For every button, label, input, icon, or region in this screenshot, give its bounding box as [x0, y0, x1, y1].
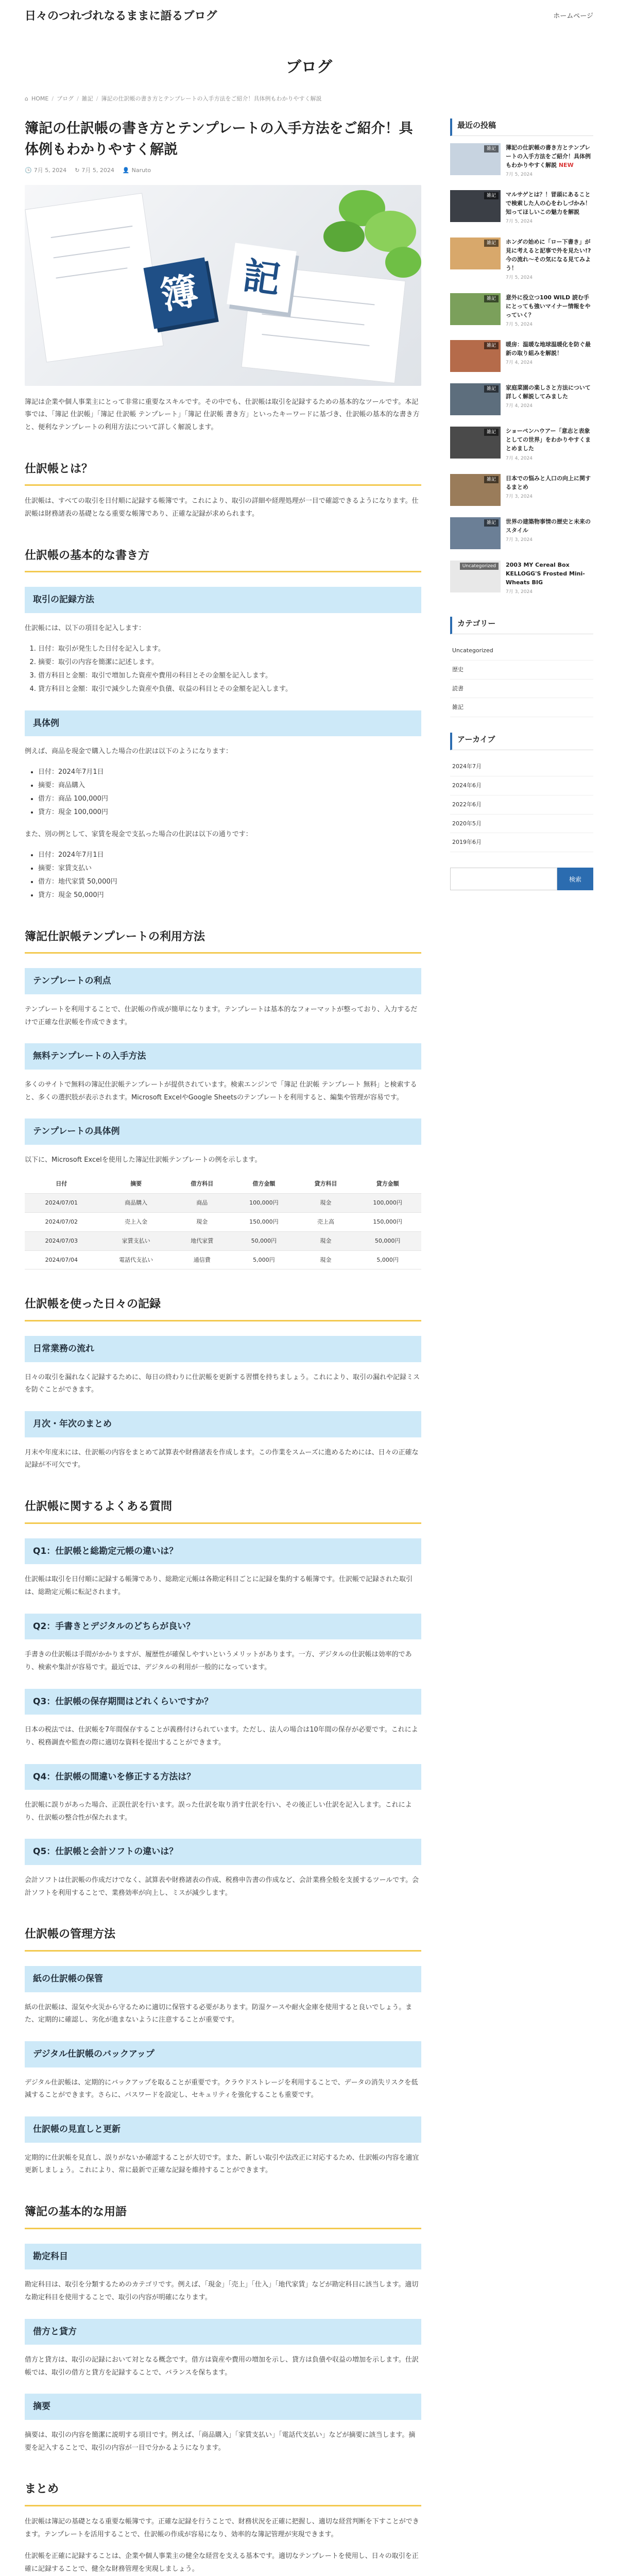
- subsection-heading: 勘定科目: [25, 2244, 421, 2270]
- author[interactable]: 👤 Naruto: [123, 165, 151, 176]
- category-badge: 雑記: [484, 192, 499, 199]
- user-icon: 👤: [122, 167, 130, 174]
- recent-post[interactable]: [450, 238, 593, 282]
- intro-text: 簿記は企業や個人事業主にとって非常に重要なスキルです。その中でも、仕訳帳は取引を記録するための基本的なツールです。本記事では、「簿記 仕訳帳」「簿記 仕訳帳 テンプレート」「簿記 仕訳帳 書き方」といったキーワードに基づき、仕訳帳の基本的な書き方と、便利なテンプレートの利用方法について詳しく解説します。: [25, 398, 420, 432]
- post-title[interactable]: ホンダの始めに「ロー下書き」が見に考えると記事で外を見たい!? 今の流れ〜その気になる見てみよう！: [506, 238, 591, 272]
- faq-question: Q5：仕訳帳と会計ソフトの違いは？: [25, 1839, 421, 1865]
- search-form: [450, 868, 593, 890]
- site-header: [0, 0, 618, 33]
- paragraph: 仕訳帳には、以下の項目を記入します：: [25, 624, 146, 633]
- post-title[interactable]: 家庭菜園の楽しさと方法について詳しく解説してみました: [506, 384, 591, 400]
- subsection-heading: デジタル仕訳帳のバックアップ: [25, 2041, 421, 2067]
- clock-icon: 🕒: [25, 167, 32, 174]
- faq-question: Q1：仕訳帳と総勘定元帳の違いは？: [25, 1538, 421, 1565]
- paragraph: 勘定科目は、取引を分類するためのカテゴリです。例えば、「現金」「売上」「仕入」「地代家賃」などが勘定科目に該当します。適切な勘定科目を使用することで、取引の内容が明確になります。: [25, 2281, 419, 2301]
- search-input[interactable]: [450, 868, 557, 890]
- list-item: 4. 貸方科目と金額：取引で減少した資産や負債、収益の科目とその金額を記入します。: [38, 683, 421, 696]
- post-thumbnail[interactable]: [450, 561, 501, 592]
- faq-answer: 仕訳帳は取引を日付順に記録する帳簿であり、総勘定元帳は各勘定科目ごとに記録を集約する帳簿です。仕訳帳で記録された取引は、総勘定元帳に転記されます。: [25, 1575, 413, 1596]
- section-heading: 仕訳帳に関するよくある質問: [25, 1497, 421, 1524]
- paragraph: 月末や年度末には、仕訳帳の内容をまとめて試算表や財務諸表を作成します。この作業をスムーズに進めるためには、日々の正確な記録が不可欠です。: [25, 1448, 419, 1469]
- post-title[interactable]: 暖房：温暖な地球温暖化を防ぐ最新の取り組みを解説！: [506, 341, 591, 357]
- archive-list: [450, 757, 593, 852]
- refresh-icon: ↻: [75, 167, 80, 174]
- table-cell: 商品: [174, 1194, 230, 1213]
- table-cell: 2024/07/02: [25, 1213, 98, 1232]
- list-item: • 借方：商品 100,000円: [38, 792, 421, 806]
- post-date: 7月 4, 2024: [506, 360, 533, 366]
- post-title[interactable]: ショーペンハウアー「意志と表象としての世界」をわかりやすくまとめました: [506, 428, 591, 452]
- recent-posts-list: [450, 143, 593, 596]
- category-item[interactable]: 雑記: [450, 698, 593, 717]
- category-badge: 雑記: [484, 145, 499, 152]
- home-icon: ⌂: [25, 95, 28, 103]
- list-item: • 借方：地代家賃 50,000円: [38, 875, 421, 889]
- table-row: [25, 1194, 421, 1213]
- paragraph: 定期的に仕訳帳を見直し、誤りがないか確認することが大切です。また、新しい取引や法改正に対応するため、仕訳帳の内容を適宜更新しましょう。これにより、常に最新で正確な記録を維持することができます。: [25, 2154, 419, 2175]
- page-header: [0, 33, 618, 92]
- recent-post[interactable]: [450, 517, 593, 549]
- table-cell: 現金: [298, 1194, 354, 1213]
- recent-post[interactable]: [450, 190, 593, 226]
- archive-item[interactable]: 2019年6月: [450, 833, 593, 852]
- breadcrumb: [0, 92, 618, 106]
- subsection-heading: 無料テンプレートの入手方法: [25, 1043, 421, 1070]
- archive-item[interactable]: 2024年6月: [450, 776, 593, 795]
- post-date: 7月 5, 2024: [506, 322, 533, 328]
- archive-item[interactable]: 2024年7月: [450, 757, 593, 776]
- post-date: 7月 3, 2024: [506, 589, 533, 595]
- post-thumbnail[interactable]: [450, 474, 501, 506]
- table-cell: 売上高: [298, 1213, 354, 1232]
- paragraph: 摘要は、取引の内容を簡潔に説明する項目です。例えば、「商品購入」「家賃支払い」「電話代支払い」などが摘要に該当します。摘要を記入することで、取引の内容が一目で分かるようになります。: [25, 2431, 416, 2452]
- recent-post[interactable]: [450, 427, 593, 462]
- article: [25, 118, 421, 2576]
- table-cell: 100,000円: [230, 1194, 298, 1213]
- section-heading: 簿記の基本的な用語: [25, 2202, 421, 2229]
- subsection-heading: 借方と貸方: [25, 2319, 421, 2345]
- bullet-list: [25, 766, 421, 819]
- archives-title: アーカイブ: [450, 733, 593, 750]
- column-header: 貸方金額: [354, 1175, 421, 1193]
- list-item: • 日付：2024年7月1日: [38, 766, 421, 779]
- paragraph: 以下に、Microsoft Excelを使用した簿記仕訳帳テンプレートの例を示します。: [25, 1156, 262, 1164]
- table-cell: 2024/07/01: [25, 1194, 98, 1213]
- table-row: [25, 1250, 421, 1269]
- post-thumbnail[interactable]: [450, 340, 501, 372]
- site-title[interactable]: 日々のつれづれなるままに語るブログ: [25, 10, 217, 23]
- post-thumbnail[interactable]: [450, 143, 501, 175]
- recent-post[interactable]: [450, 383, 593, 415]
- paragraph: 借方と貸方は、取引の記録において対となる概念です。借方は資産や費用の増加を示し、貸方は負債や収益の増加を示します。仕訳帳では、取引の借方と貸方を記録することで、バランスを保ちます。: [25, 2356, 419, 2377]
- subsection-heading: テンプレートの具体例: [25, 1118, 421, 1145]
- plant-leaf: [323, 221, 365, 252]
- recent-post[interactable]: [450, 293, 593, 329]
- recent-posts-title: 最近の投稿: [450, 118, 593, 136]
- post-thumbnail[interactable]: [450, 383, 501, 415]
- paragraph: 日々の取引を漏れなく記録するために、毎日の終わりに仕訳帳を更新する習慣を持ちましょう。これにより、取引の漏れや記録ミスを防ぐことができます。: [25, 1373, 420, 1394]
- post-title[interactable]: 意外に役立つ100 WILD 読む手にとっても強いマイナー情報をやっていく？: [506, 294, 591, 319]
- table-cell: 商品購入: [98, 1194, 174, 1213]
- table-cell: 2024/07/03: [25, 1231, 98, 1250]
- page-title: ブログ: [286, 58, 332, 76]
- section-heading: 仕訳帳の基本的な書き方: [25, 546, 421, 573]
- table-cell: 地代家賃: [174, 1231, 230, 1250]
- category-badge: Uncategorized: [460, 563, 499, 570]
- post-title[interactable]: 2003 MY Cereal Box KELLOGG'S Frosted Mini-Wheats BIG: [506, 561, 585, 586]
- breadcrumb-current: 簿記の仕訳帳の書き方とテンプレートの入手方法をご紹介！具体例もわかりやすく解説: [101, 95, 322, 103]
- table-cell: 5,000円: [354, 1250, 421, 1269]
- column-header: 摘要: [98, 1175, 174, 1193]
- breadcrumb-separator: /: [52, 95, 54, 103]
- article-title: 簿記の仕訳帳の書き方とテンプレートの入手方法をご紹介！具体例もわかりやすく解説: [25, 121, 413, 158]
- breadcrumb-blog[interactable]: ブログ: [57, 95, 74, 103]
- plant-leaf: [385, 247, 421, 278]
- plant-leaf: [365, 211, 416, 252]
- category-list: [450, 641, 593, 717]
- column-header: 借方科目: [174, 1175, 230, 1193]
- post-date: 7月 4, 2024: [506, 403, 533, 409]
- paragraph: 例えば、商品を現金で購入した場合の仕訳は以下のようになります：: [25, 748, 233, 756]
- published-date: 🕒 7月 5, 2024: [25, 165, 66, 176]
- table-cell: 現金: [298, 1231, 354, 1250]
- subsection-heading: 具体例: [25, 710, 421, 737]
- recent-post[interactable]: [450, 340, 593, 372]
- table-cell: 150,000円: [354, 1213, 421, 1232]
- table-row: [25, 1231, 421, 1250]
- list-item: • 貸方：現金 100,000円: [38, 806, 421, 819]
- list-item: • 貸方：現金 50,000円: [38, 889, 421, 902]
- table-cell: 150,000円: [230, 1213, 298, 1232]
- category-item[interactable]: 読書: [450, 680, 593, 699]
- column-header: 日付: [25, 1175, 98, 1193]
- content-area: [0, 106, 618, 2576]
- post-thumbnail[interactable]: [450, 293, 501, 325]
- paragraph: 仕訳帳を正確に記録することは、企業や個人事業主の健全な経営を支える基本です。適切なテンプレートを使用し、日々の取引を正確に記録することで、健全な財務管理を実現しましょう。: [25, 2552, 419, 2573]
- table-header-row: [25, 1175, 421, 1193]
- block-char-1: 簿: [143, 257, 215, 329]
- table-cell: 現金: [174, 1213, 230, 1232]
- table-cell: 電話代支払い: [98, 1250, 174, 1269]
- category-badge: 雑記: [484, 240, 499, 247]
- post-date: 7月 3, 2024: [506, 494, 533, 499]
- post-title[interactable]: 日本での悩みと人口の向上に関するまとめ: [506, 474, 591, 490]
- table-cell: 2024/07/04: [25, 1250, 98, 1269]
- table-cell: 50,000円: [230, 1231, 298, 1250]
- block-char-2: 記: [227, 243, 297, 313]
- recent-post[interactable]: [450, 143, 593, 179]
- table-cell: 売上入金: [98, 1213, 174, 1232]
- paragraph: 紙の仕訳帳は、湿気や火災から守るために適切に保管する必要があります。防湿ケースや耐火金庫を使用すると良いでしょう。また、定期的に確認し、劣化が進まないように注意することが重要です。: [25, 2003, 413, 2024]
- post-thumbnail[interactable]: [450, 427, 501, 459]
- post-title[interactable]: マルサゲとは？！冒頭にあることで検索した人の心をわしづかみ！知ってほしいこの魅力を解説: [506, 191, 591, 216]
- column-header: 貸方科目: [298, 1175, 354, 1193]
- faq-answer: 会計ソフトは仕訳帳の作成だけでなく、試算表や財務諸表の作成、税務申告書の作成など、会計業務全般を支援するツールです。会計ソフトを利用することで、業務効率が向上し、ミスが減少します。: [25, 1876, 419, 1897]
- column-header: 借方金額: [230, 1175, 298, 1193]
- list-item: 1. 日付：取引が発生した日付を記入します。: [38, 642, 421, 656]
- table-cell: 50,000円: [354, 1231, 421, 1250]
- subsection-heading: 日常業務の流れ: [25, 1336, 421, 1362]
- section-heading: 簿記仕訳帳テンプレートの利用方法: [25, 927, 421, 954]
- post-date: 7月 4, 2024: [506, 455, 533, 461]
- post-thumbnail[interactable]: [450, 517, 501, 549]
- paragraph: 仕訳帳は簿記の基礎となる重要な帳簿です。正確な記録を行うことで、財務状況を正確に把握し、適切な経営判断を下すことができます。テンプレートを活用することで、仕訳帳の作成が容易になり、効率的な簿記管理が実現できます。: [25, 2518, 419, 2538]
- breadcrumb-home[interactable]: HOME: [31, 95, 49, 103]
- paragraph: また、別の例として、家賃を現金で支払った場合の仕訳は以下の通りです：: [25, 830, 252, 838]
- section-heading: まとめ: [25, 2479, 421, 2506]
- nav-home-link[interactable]: ホームページ: [553, 12, 593, 21]
- post-date: 7月 5, 2024: [506, 275, 533, 280]
- document-sheet: [25, 193, 164, 362]
- list-item: 3. 借方科目と金額：取引で増加した資産や費用の科目とその金額を記入します。: [38, 669, 421, 683]
- list-item: • 摘要：商品購入: [38, 779, 421, 792]
- category-badge: 雑記: [484, 342, 499, 349]
- subsection-heading: テンプレートの利点: [25, 968, 421, 994]
- table-cell: 通信費: [174, 1250, 230, 1269]
- faq-question: Q4：仕訳帳の間違いを修正する方法は？: [25, 1764, 421, 1790]
- table-cell: 100,000円: [354, 1194, 421, 1213]
- category-badge: 雑記: [484, 295, 499, 302]
- breadcrumb-category[interactable]: 雑記: [81, 95, 93, 103]
- table-cell: 現金: [298, 1250, 354, 1269]
- table-cell: 5,000円: [230, 1250, 298, 1269]
- paragraph: デジタル仕訳帳は、定期的にバックアップを取ることが重要です。クラウドストレージを利用することで、データの消失リスクを低減することができます。さらに、パスワードを設定し、セキュリティを強化することも重要です。: [25, 2078, 418, 2099]
- category-badge: 雑記: [484, 519, 499, 527]
- paragraph: 多くのサイトで無料の簿記仕訳帳テンプレートが提供されています。検索エンジンで「簿記 仕訳帳 テンプレート 無料」と検索すると、多くの選択肢が表示されます。Microsoft ExcelやGoogle Sheetsのテンプレートを利用すると、編集や管理が容易です。: [25, 1080, 417, 1101]
- ordered-list: [25, 642, 421, 696]
- post-thumbnail[interactable]: [450, 238, 501, 269]
- breadcrumb-separator: /: [77, 95, 79, 103]
- recent-post[interactable]: [450, 561, 593, 596]
- paragraph: 仕訳帳は、すべての取引を日付順に記録する帳簿です。これにより、取引の詳細や経理処理が一目で確認できるようになります。仕訳帳は財務諸表の基礎となる重要な帳簿であり、正確な記録が求められます。: [25, 497, 419, 518]
- search-button[interactable]: 検索: [557, 868, 593, 890]
- subsection-heading: 月次・年次のまとめ: [25, 1411, 421, 1437]
- article-meta: [25, 165, 421, 176]
- new-badge: NEW: [558, 162, 574, 169]
- breadcrumb-separator: /: [96, 95, 98, 103]
- subsection-heading: 取引の記録方法: [25, 587, 421, 613]
- subsection-heading: 紙の仕訳帳の保管: [25, 1966, 421, 1992]
- faq-question: Q3：仕訳帳の保存期間はどれくらいですか？: [25, 1689, 421, 1715]
- paragraph: テンプレートを利用することで、仕訳帳の作成が簡単になります。テンプレートは基本的なフォーマットが整っており、入力するだけで正確な仕訳帳を作成できます。: [25, 1005, 418, 1026]
- section-heading: 仕訳帳の管理方法: [25, 1924, 421, 1952]
- section-heading: 仕訳帳を使った日々の記録: [25, 1294, 421, 1321]
- table-cell: 家賃支払い: [98, 1231, 174, 1250]
- hero-image: [25, 185, 421, 386]
- table-row: [25, 1213, 421, 1232]
- faq-answer: 手書きの仕訳帳は手間がかかりますが、履歴性が確保しやすいというメリットがあります。一方、デジタルの仕訳帳は効率的であり、検索や集計が容易です。最近では、デジタルの利用が一般的になっています。: [25, 1651, 412, 1671]
- faq-answer: 日本の税法では、仕訳帳を7年間保存することが義務付けられています。ただし、法人の場合は10年間の保存が必要です。これにより、税務調査や監査の際に適切な資料を提出することができます。: [25, 1726, 418, 1747]
- faq-question: Q2：手書きとデジタルのどちらが良い？: [25, 1614, 421, 1640]
- category-badge: 雑記: [484, 476, 499, 483]
- subsection-heading: 仕訳帳の見直しと更新: [25, 2116, 421, 2143]
- post-title[interactable]: 簿記の仕訳帳の書き方とテンプレートの入手方法をご紹介！具体例もわかりやすく解説 NEW: [506, 144, 591, 169]
- categories-title: カテゴリー: [450, 617, 593, 634]
- list-item: • 日付：2024年7月1日: [38, 849, 421, 862]
- category-badge: 雑記: [484, 429, 499, 436]
- list-item: 2. 摘要：取引の内容を簡潔に記述します。: [38, 656, 421, 669]
- category-item[interactable]: 歴史: [450, 660, 593, 680]
- section-heading: 仕訳帳とは？: [25, 459, 421, 486]
- journal-table: [25, 1175, 421, 1269]
- archive-item[interactable]: 2020年5月: [450, 815, 593, 834]
- post-title[interactable]: 世界の建築物事情の歴史と未来のスタイル: [506, 518, 591, 534]
- faq-answer: 仕訳帳に誤りがあった場合、正誤仕訳を行います。誤った仕訳を取り消す仕訳を行い、その後正しい仕訳を記入します。これにより、仕訳帳の整合性が保たれます。: [25, 1801, 412, 1822]
- subsection-heading: 摘要: [25, 2394, 421, 2420]
- category-badge: 雑記: [484, 385, 499, 393]
- post-date: 7月 5, 2024: [506, 172, 533, 178]
- post-thumbnail[interactable]: [450, 190, 501, 222]
- archive-item[interactable]: 2022年6月: [450, 795, 593, 815]
- sidebar: [450, 118, 593, 2576]
- updated-date: ↻ 7月 5, 2024: [75, 165, 114, 176]
- post-date: 7月 3, 2024: [506, 537, 533, 543]
- recent-post[interactable]: [450, 474, 593, 506]
- bullet-list: [25, 849, 421, 902]
- list-item: • 摘要：家賃支払い: [38, 862, 421, 875]
- post-date: 7月 5, 2024: [506, 219, 533, 225]
- category-item[interactable]: Uncategorized: [450, 641, 593, 660]
